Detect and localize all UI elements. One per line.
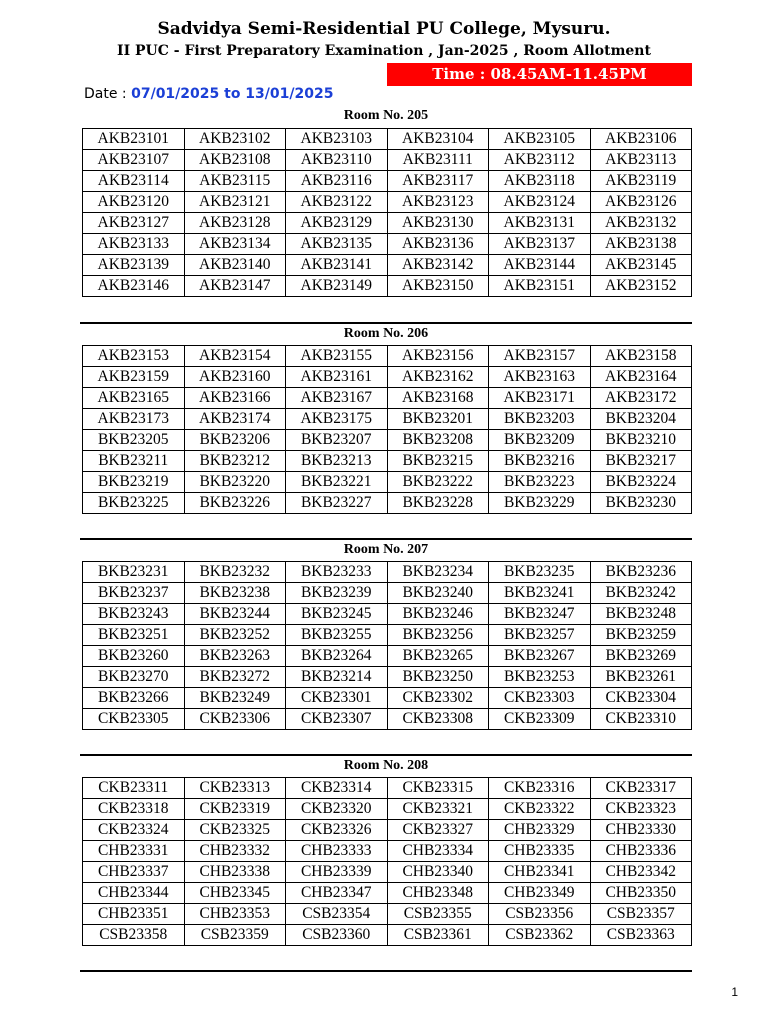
- roll-number-cell: CKB23309: [489, 709, 591, 730]
- roll-number-cell: AKB23137: [489, 234, 591, 255]
- roll-number-cell: CKB23316: [489, 778, 591, 799]
- table-row: [83, 129, 692, 150]
- roll-number-cell: AKB23153: [83, 346, 185, 367]
- date-label: Date :: [84, 86, 127, 102]
- roll-number-cell: AKB23122: [286, 192, 388, 213]
- roll-number-cell: AKB23128: [184, 213, 286, 234]
- room-table-205: [82, 128, 692, 297]
- roll-number-cell: AKB23164: [590, 367, 692, 388]
- roll-number-cell: BKB23260: [83, 646, 185, 667]
- table-row: [83, 778, 692, 799]
- roll-number-cell: CHB23350: [590, 883, 692, 904]
- roll-number-cell: AKB23174: [184, 409, 286, 430]
- table-row: [83, 820, 692, 841]
- roll-number-cell: CHB23345: [184, 883, 286, 904]
- roll-number-cell: CKB23310: [590, 709, 692, 730]
- section-divider: [80, 754, 692, 756]
- roll-number-cell: BKB23264: [286, 646, 388, 667]
- roll-number-cell: AKB23167: [286, 388, 388, 409]
- table-row: [83, 799, 692, 820]
- roll-number-cell: AKB23133: [83, 234, 185, 255]
- roll-number-cell: CHB23347: [286, 883, 388, 904]
- roll-number-cell: BKB23210: [590, 430, 692, 451]
- roll-number-cell: BKB23240: [387, 583, 489, 604]
- room-table-208: [82, 777, 692, 946]
- roll-number-cell: BKB23228: [387, 493, 489, 514]
- table-row: [83, 472, 692, 493]
- roll-number-cell: CHB23336: [590, 841, 692, 862]
- roll-number-cell: CKB23313: [184, 778, 286, 799]
- roll-number-cell: AKB23145: [590, 255, 692, 276]
- roll-number-cell: AKB23135: [286, 234, 388, 255]
- roll-number-cell: BKB23211: [83, 451, 185, 472]
- section-divider: [80, 322, 692, 324]
- roll-number-cell: AKB23139: [83, 255, 185, 276]
- roll-number-cell: AKB23115: [184, 171, 286, 192]
- roll-number-cell: AKB23103: [286, 129, 388, 150]
- roll-number-cell: BKB23203: [489, 409, 591, 430]
- roll-number-cell: BKB23266: [83, 688, 185, 709]
- roll-number-cell: AKB23116: [286, 171, 388, 192]
- roll-number-cell: AKB23149: [286, 276, 388, 297]
- roll-number-cell: CKB23326: [286, 820, 388, 841]
- roll-number-cell: CSB23355: [387, 904, 489, 925]
- roll-number-cell: CSB23357: [590, 904, 692, 925]
- roll-number-cell: CHB23351: [83, 904, 185, 925]
- roll-number-cell: BKB23252: [184, 625, 286, 646]
- table-row: [83, 346, 692, 367]
- roll-number-cell: AKB23124: [489, 192, 591, 213]
- roll-number-cell: CHB23341: [489, 862, 591, 883]
- roll-number-cell: AKB23123: [387, 192, 489, 213]
- table-row: [83, 255, 692, 276]
- roll-number-cell: AKB23156: [387, 346, 489, 367]
- roll-number-cell: AKB23108: [184, 150, 286, 171]
- roll-number-cell: AKB23171: [489, 388, 591, 409]
- roll-number-cell: BKB23208: [387, 430, 489, 451]
- roll-number-cell: AKB23119: [590, 171, 692, 192]
- roll-number-cell: BKB23239: [286, 583, 388, 604]
- roll-number-cell: AKB23157: [489, 346, 591, 367]
- roll-number-cell: CSB23361: [387, 925, 489, 946]
- roll-number-cell: CKB23325: [184, 820, 286, 841]
- roll-number-cell: AKB23142: [387, 255, 489, 276]
- roll-number-cell: BKB23229: [489, 493, 591, 514]
- roll-number-cell: CHB23334: [387, 841, 489, 862]
- roll-number-cell: AKB23152: [590, 276, 692, 297]
- roll-number-cell: CKB23317: [590, 778, 692, 799]
- page-number: 1: [731, 985, 738, 999]
- roll-number-cell: AKB23158: [590, 346, 692, 367]
- roll-number-cell: CKB23324: [83, 820, 185, 841]
- roll-number-cell: BKB23270: [83, 667, 185, 688]
- roll-number-cell: CHB23344: [83, 883, 185, 904]
- roll-number-cell: AKB23131: [489, 213, 591, 234]
- roll-number-cell: CKB23303: [489, 688, 591, 709]
- roll-number-cell: BKB23263: [184, 646, 286, 667]
- table-row: [83, 646, 692, 667]
- roll-number-cell: BKB23269: [590, 646, 692, 667]
- roll-number-cell: BKB23201: [387, 409, 489, 430]
- table-row: [83, 388, 692, 409]
- table-row: [83, 192, 692, 213]
- roll-number-cell: CKB23308: [387, 709, 489, 730]
- roll-number-cell: BKB23220: [184, 472, 286, 493]
- roll-number-cell: AKB23150: [387, 276, 489, 297]
- roll-number-cell: BKB23265: [387, 646, 489, 667]
- table-row: [83, 667, 692, 688]
- roll-number-cell: BKB23209: [489, 430, 591, 451]
- section-divider: [80, 970, 692, 972]
- roll-number-cell: AKB23112: [489, 150, 591, 171]
- roll-number-cell: BKB23226: [184, 493, 286, 514]
- roll-number-cell: CHB23331: [83, 841, 185, 862]
- roll-number-cell: CKB23305: [83, 709, 185, 730]
- roll-number-cell: CSB23360: [286, 925, 388, 946]
- roll-number-cell: BKB23259: [590, 625, 692, 646]
- table-row: [83, 841, 692, 862]
- table-row: [83, 171, 692, 192]
- room-title-205: Room No. 205: [343, 108, 429, 123]
- roll-number-cell: AKB23126: [590, 192, 692, 213]
- table-row: [83, 367, 692, 388]
- roll-number-cell: CKB23311: [83, 778, 185, 799]
- roll-number-cell: AKB23162: [387, 367, 489, 388]
- roll-number-cell: BKB23219: [83, 472, 185, 493]
- roll-number-cell: AKB23159: [83, 367, 185, 388]
- roll-number-cell: BKB23224: [590, 472, 692, 493]
- roll-number-cell: AKB23144: [489, 255, 591, 276]
- roll-number-cell: AKB23161: [286, 367, 388, 388]
- table-row: [83, 276, 692, 297]
- roll-number-cell: CKB23322: [489, 799, 591, 820]
- roll-number-cell: BKB23222: [387, 472, 489, 493]
- roll-number-cell: CKB23319: [184, 799, 286, 820]
- roll-number-cell: BKB23206: [184, 430, 286, 451]
- roll-number-cell: BKB23231: [83, 562, 185, 583]
- page-title: Sadvidya Semi-Residential PU College, Mysuru.: [157, 19, 611, 39]
- roll-number-cell: AKB23102: [184, 129, 286, 150]
- roll-number-cell: CKB23302: [387, 688, 489, 709]
- roll-number-cell: AKB23111: [387, 150, 489, 171]
- roll-number-cell: CKB23314: [286, 778, 388, 799]
- roll-number-cell: CKB23327: [387, 820, 489, 841]
- roll-number-cell: BKB23249: [184, 688, 286, 709]
- roll-number-cell: AKB23107: [83, 150, 185, 171]
- roll-number-cell: BKB23244: [184, 604, 286, 625]
- roll-number-cell: CKB23318: [83, 799, 185, 820]
- roll-number-cell: BKB23237: [83, 583, 185, 604]
- roll-number-cell: BKB23213: [286, 451, 388, 472]
- table-row: [83, 904, 692, 925]
- time-banner: Time : 08.45AM-11.45PM: [387, 63, 692, 86]
- roll-number-cell: AKB23141: [286, 255, 388, 276]
- roll-number-cell: CHB23332: [184, 841, 286, 862]
- table-row: [83, 451, 692, 472]
- roll-number-cell: BKB23221: [286, 472, 388, 493]
- roll-number-cell: BKB23255: [286, 625, 388, 646]
- roll-number-cell: CSB23354: [286, 904, 388, 925]
- roll-number-cell: AKB23138: [590, 234, 692, 255]
- roll-number-cell: BKB23272: [184, 667, 286, 688]
- roll-number-cell: BKB23232: [184, 562, 286, 583]
- roll-number-cell: AKB23134: [184, 234, 286, 255]
- table-row: [83, 493, 692, 514]
- roll-number-cell: AKB23113: [590, 150, 692, 171]
- roll-number-cell: AKB23121: [184, 192, 286, 213]
- table-row: [83, 709, 692, 730]
- roll-number-cell: BKB23242: [590, 583, 692, 604]
- table-row: [83, 925, 692, 946]
- roll-number-cell: AKB23165: [83, 388, 185, 409]
- table-row: [83, 562, 692, 583]
- roll-number-cell: BKB23238: [184, 583, 286, 604]
- table-row: [83, 430, 692, 451]
- roll-number-cell: CHB23349: [489, 883, 591, 904]
- roll-number-cell: BKB23241: [489, 583, 591, 604]
- roll-number-cell: BKB23204: [590, 409, 692, 430]
- table-row: [83, 409, 692, 430]
- roll-number-cell: BKB23267: [489, 646, 591, 667]
- roll-number-cell: CSB23363: [590, 925, 692, 946]
- table-row: [83, 150, 692, 171]
- roll-number-cell: AKB23110: [286, 150, 388, 171]
- roll-number-cell: AKB23172: [590, 388, 692, 409]
- roll-number-cell: BKB23207: [286, 430, 388, 451]
- roll-number-cell: BKB23236: [590, 562, 692, 583]
- roll-number-cell: CKB23301: [286, 688, 388, 709]
- roll-number-cell: CKB23304: [590, 688, 692, 709]
- roll-number-cell: BKB23225: [83, 493, 185, 514]
- roll-number-cell: AKB23163: [489, 367, 591, 388]
- table-row: [83, 862, 692, 883]
- roll-number-cell: BKB23253: [489, 667, 591, 688]
- roll-number-cell: BKB23248: [590, 604, 692, 625]
- room-title-208: Room No. 208: [343, 758, 429, 773]
- roll-number-cell: BKB23247: [489, 604, 591, 625]
- roll-number-cell: CHB23333: [286, 841, 388, 862]
- roll-number-cell: BKB23212: [184, 451, 286, 472]
- roll-number-cell: CHB23339: [286, 862, 388, 883]
- date-value: 07/01/2025 to 13/01/2025: [131, 86, 334, 102]
- room-table-206: [82, 345, 692, 514]
- roll-number-cell: AKB23155: [286, 346, 388, 367]
- roll-number-cell: CHB23337: [83, 862, 185, 883]
- roll-number-cell: AKB23147: [184, 276, 286, 297]
- roll-number-cell: BKB23233: [286, 562, 388, 583]
- roll-number-cell: AKB23120: [83, 192, 185, 213]
- roll-number-cell: BKB23246: [387, 604, 489, 625]
- table-row: [83, 213, 692, 234]
- roll-number-cell: AKB23166: [184, 388, 286, 409]
- roll-number-cell: AKB23117: [387, 171, 489, 192]
- roll-number-cell: BKB23214: [286, 667, 388, 688]
- roll-number-cell: AKB23160: [184, 367, 286, 388]
- section-divider: [80, 538, 692, 540]
- roll-number-cell: AKB23106: [590, 129, 692, 150]
- roll-number-cell: BKB23223: [489, 472, 591, 493]
- roll-number-cell: CHB23340: [387, 862, 489, 883]
- room-table-207: [82, 561, 692, 730]
- roll-number-cell: CHB23335: [489, 841, 591, 862]
- roll-number-cell: AKB23151: [489, 276, 591, 297]
- table-row: [83, 625, 692, 646]
- roll-number-cell: CHB23342: [590, 862, 692, 883]
- roll-number-cell: AKB23136: [387, 234, 489, 255]
- roll-number-cell: BKB23215: [387, 451, 489, 472]
- roll-number-cell: AKB23173: [83, 409, 185, 430]
- date-row: [84, 86, 333, 102]
- roll-number-cell: AKB23146: [83, 276, 185, 297]
- roll-number-cell: AKB23129: [286, 213, 388, 234]
- roll-number-cell: AKB23132: [590, 213, 692, 234]
- roll-number-cell: CHB23348: [387, 883, 489, 904]
- roll-number-cell: BKB23261: [590, 667, 692, 688]
- roll-number-cell: CHB23338: [184, 862, 286, 883]
- roll-number-cell: CKB23306: [184, 709, 286, 730]
- roll-number-cell: AKB23140: [184, 255, 286, 276]
- roll-number-cell: CHB23330: [590, 820, 692, 841]
- roll-number-cell: BKB23230: [590, 493, 692, 514]
- roll-number-cell: AKB23127: [83, 213, 185, 234]
- exam-subtitle: II PUC - First Preparatory Examination , Jan-2025 , Room Allotment: [117, 43, 651, 59]
- roll-number-cell: BKB23227: [286, 493, 388, 514]
- roll-number-cell: BKB23251: [83, 625, 185, 646]
- table-row: [83, 583, 692, 604]
- roll-number-cell: CKB23307: [286, 709, 388, 730]
- roll-number-cell: BKB23205: [83, 430, 185, 451]
- roll-number-cell: AKB23104: [387, 129, 489, 150]
- table-row: [83, 688, 692, 709]
- roll-number-cell: CKB23323: [590, 799, 692, 820]
- room-title-206: Room No. 206: [343, 326, 429, 341]
- roll-number-cell: AKB23118: [489, 171, 591, 192]
- roll-number-cell: BKB23245: [286, 604, 388, 625]
- roll-number-cell: CSB23362: [489, 925, 591, 946]
- roll-number-cell: CHB23329: [489, 820, 591, 841]
- roll-number-cell: CSB23356: [489, 904, 591, 925]
- roll-number-cell: AKB23114: [83, 171, 185, 192]
- table-row: [83, 234, 692, 255]
- roll-number-cell: CHB23353: [184, 904, 286, 925]
- table-row: [83, 604, 692, 625]
- table-row: [83, 883, 692, 904]
- roll-number-cell: CSB23358: [83, 925, 185, 946]
- roll-number-cell: BKB23216: [489, 451, 591, 472]
- roll-number-cell: AKB23105: [489, 129, 591, 150]
- roll-number-cell: CKB23315: [387, 778, 489, 799]
- roll-number-cell: BKB23234: [387, 562, 489, 583]
- roll-number-cell: BKB23217: [590, 451, 692, 472]
- roll-number-cell: AKB23168: [387, 388, 489, 409]
- roll-number-cell: AKB23130: [387, 213, 489, 234]
- roll-number-cell: BKB23256: [387, 625, 489, 646]
- roll-number-cell: BKB23243: [83, 604, 185, 625]
- roll-number-cell: AKB23175: [286, 409, 388, 430]
- roll-number-cell: CKB23321: [387, 799, 489, 820]
- room-title-207: Room No. 207: [343, 542, 429, 557]
- roll-number-cell: BKB23235: [489, 562, 591, 583]
- roll-number-cell: BKB23257: [489, 625, 591, 646]
- roll-number-cell: CSB23359: [184, 925, 286, 946]
- roll-number-cell: AKB23101: [83, 129, 185, 150]
- roll-number-cell: BKB23250: [387, 667, 489, 688]
- roll-number-cell: AKB23154: [184, 346, 286, 367]
- roll-number-cell: CKB23320: [286, 799, 388, 820]
